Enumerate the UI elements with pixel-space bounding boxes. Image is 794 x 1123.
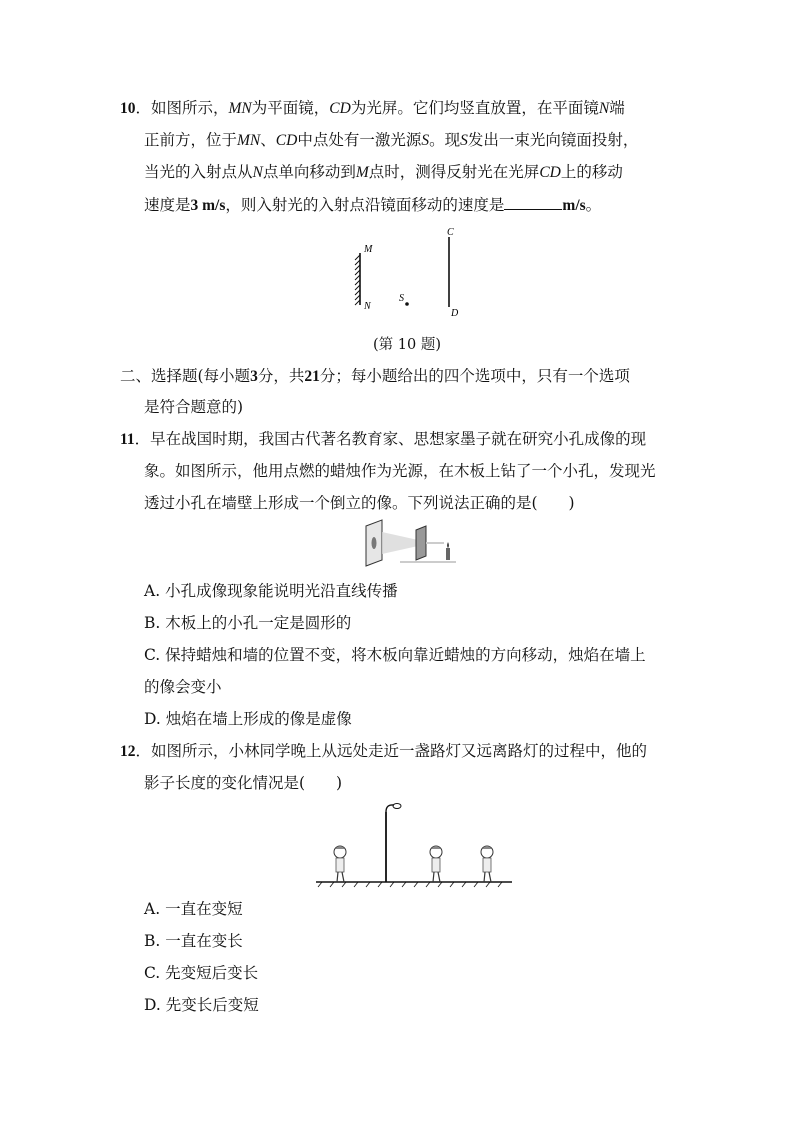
q11-line-1: [120, 429, 646, 450]
q10-line-3: [144, 162, 623, 183]
candle-flame: [447, 542, 449, 548]
ground-hatching: [318, 882, 502, 887]
option-text: 烛焰在墙上形成的像是虚像: [165, 710, 352, 728]
text: 中点处有一激光源: [297, 131, 422, 149]
q11-line-2: 象。如图所示，他用点燃的蜡烛作为光源，在木板上钻了一个小孔，发现光: [144, 462, 656, 480]
option-letter: D.: [144, 996, 161, 1014]
inverted-image: [372, 537, 377, 549]
option-letter: C.: [144, 964, 161, 982]
var-mn: MN: [237, 132, 261, 149]
option-text: 先变短后变长: [165, 964, 259, 982]
label-s: S: [399, 293, 404, 304]
text: 为平面镜，: [251, 99, 330, 117]
figure-caption: (第 10 题): [373, 337, 441, 353]
text: 。现: [429, 131, 461, 149]
var-s: S: [460, 132, 468, 149]
text: 端: [609, 99, 625, 117]
text: 点时，测得反射光在光屏: [368, 163, 540, 181]
option-letter: A.: [144, 900, 161, 918]
text: 速度是: [144, 196, 191, 214]
var-s: S: [421, 132, 430, 149]
q12-option-d[interactable]: [144, 995, 259, 1015]
option-text: 保持蜡烛和墙的位置不变，将木板向靠近蜡烛的方向移动，烛焰在墙上: [165, 646, 646, 664]
question-number: 10: [120, 100, 136, 117]
q11-option-b[interactable]: [144, 613, 351, 633]
speed-value: 3 m/s: [190, 197, 226, 214]
q12-option-c[interactable]: [144, 963, 258, 983]
text: 当光的入射点从: [144, 163, 253, 181]
option-text: 小孔成像现象能说明光沿直线传播: [165, 582, 398, 600]
person-middle: [430, 846, 442, 882]
var-cd: CD: [329, 100, 351, 117]
light-source-dot: [405, 302, 409, 306]
text: 、: [260, 131, 276, 149]
text: 点单向移动到: [262, 163, 356, 181]
text: 分；每小题给出的四个选项中，只有一个选项: [319, 367, 630, 385]
option-letter: C.: [144, 646, 161, 664]
label-m: M: [364, 244, 373, 255]
label-d: D: [451, 308, 459, 319]
text: 上的移动: [560, 163, 623, 181]
lamp-head: [393, 804, 401, 809]
question-number: 11: [120, 431, 135, 448]
text: 。: [585, 196, 602, 214]
q11-option-c[interactable]: [144, 645, 646, 665]
var-n: N: [252, 164, 263, 181]
var-m: M: [355, 164, 369, 181]
q12-line-1: [120, 741, 647, 762]
unit: m/s: [562, 197, 586, 214]
q11-line-3: 透过小孔在墙壁上形成一个倒立的像。下列说法正确的是( ): [144, 494, 575, 512]
answer-blank[interactable]: [504, 195, 562, 210]
section-heading-line-1: [120, 366, 630, 387]
light-beam: [382, 532, 418, 554]
text: ，则入射光的入射点沿镜面移动的速度是: [225, 196, 505, 214]
figure-streetlamp: [314, 800, 514, 890]
text: 分，共: [257, 367, 305, 385]
figure-pinhole: [360, 518, 460, 568]
var-cd: CD: [539, 164, 561, 181]
q11-option-a[interactable]: [144, 581, 398, 601]
option-text: 木板上的小孔一定是圆形的: [165, 614, 352, 632]
board: [416, 526, 426, 560]
option-text: 一直在变短: [165, 900, 243, 918]
q12-line-2: 影子长度的变化情况是( ): [144, 774, 343, 792]
section-heading-line-2: 是符合题意的): [144, 398, 244, 416]
points-total: 21: [304, 368, 320, 385]
q11-option-c-continued: 的像会变小: [144, 678, 222, 696]
text: ．如图所示，小林同学晚上从远处走近一盏路灯又远离路灯的过程中，他的: [135, 742, 648, 760]
option-text: 一直在变长: [165, 932, 243, 950]
q12-option-b[interactable]: [144, 931, 243, 951]
points-each: 3: [250, 368, 258, 385]
option-letter: B.: [144, 932, 161, 950]
label-n: N: [364, 301, 371, 312]
beam-to-candle: [426, 542, 444, 544]
candle: [446, 548, 450, 560]
q10-line-2: [144, 130, 638, 151]
text: ．如图所示，: [135, 99, 229, 117]
question-number: 12: [120, 743, 136, 760]
option-text: 先变长后变短: [165, 996, 259, 1014]
option-letter: A.: [144, 582, 161, 600]
option-letter: D.: [144, 710, 161, 728]
text: ．早在战国时期，我国古代著名教育家、思想家墨子就在研究小孔成像的现: [134, 430, 647, 448]
var-mn: MN: [228, 100, 252, 117]
person-right: [481, 846, 493, 882]
figure-mirror-screen: [345, 225, 465, 320]
q10-line-4: [144, 195, 601, 216]
text: 发出一束光向镜面投射，: [467, 131, 639, 149]
option-letter: B.: [144, 614, 161, 632]
text: 正前方，位于: [144, 131, 238, 149]
var-cd: CD: [275, 132, 298, 149]
text: 二、选择题(每小题: [120, 367, 251, 385]
text: 为光屏。它们均竖直放置，在平面镜: [350, 99, 599, 117]
var-n: N: [598, 100, 610, 117]
q11-option-d[interactable]: [144, 709, 352, 729]
q10-line-1: [120, 98, 625, 119]
q12-option-a[interactable]: [144, 899, 243, 919]
person-left: [334, 846, 346, 882]
label-c: C: [447, 227, 454, 238]
